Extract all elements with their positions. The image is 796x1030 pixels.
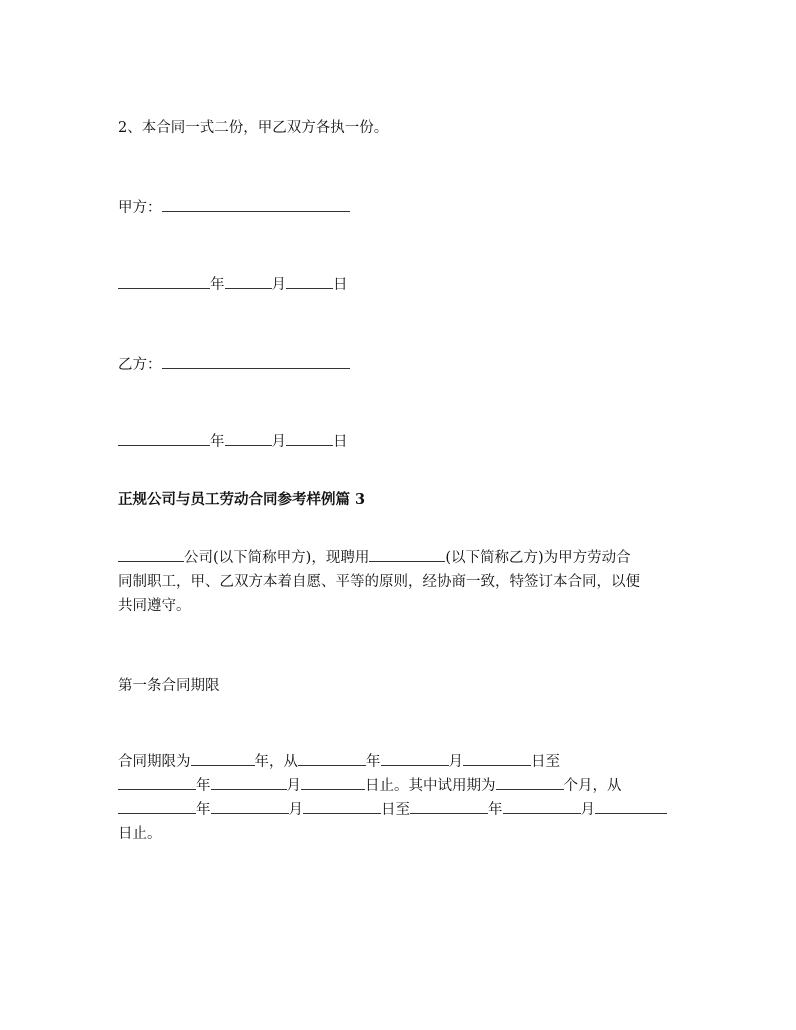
blank[interactable] bbox=[211, 798, 289, 814]
term-text: 年 bbox=[488, 802, 503, 818]
term-text: 月 bbox=[288, 802, 303, 818]
year-blank[interactable] bbox=[118, 273, 210, 289]
term-text: 月 bbox=[448, 754, 463, 770]
blank[interactable] bbox=[503, 798, 581, 814]
term-text: 月 bbox=[286, 778, 301, 794]
intro-company-text: 公司(以下简称甲方)，现聘用 bbox=[184, 550, 370, 566]
month-label: 月 bbox=[271, 277, 286, 293]
day-blank[interactable] bbox=[286, 273, 333, 289]
day-blank[interactable] bbox=[286, 430, 333, 446]
party-a-date-line bbox=[118, 273, 348, 297]
intro-hire-text: (以下简称乙方)为甲方劳动合 bbox=[445, 550, 631, 566]
month-blank[interactable] bbox=[225, 273, 272, 289]
blank[interactable] bbox=[118, 798, 196, 814]
term-line-3 bbox=[118, 798, 688, 822]
party-a-signature-line bbox=[118, 196, 350, 220]
party-b-label: 乙方： bbox=[118, 357, 162, 373]
term-paragraph bbox=[118, 750, 688, 846]
party-a-blank[interactable] bbox=[162, 196, 350, 212]
intro-line-2: 同制职工，甲、乙双方本着自愿、平等的原则，经协商一致，特签订本合同，以便 bbox=[118, 574, 640, 590]
blank[interactable] bbox=[595, 798, 667, 814]
term-text: 日至 bbox=[531, 754, 560, 770]
employee-blank[interactable] bbox=[369, 546, 445, 562]
blank[interactable] bbox=[298, 750, 366, 766]
day-label: 日 bbox=[333, 277, 348, 293]
section-heading: 正规公司与员工劳动合同参考样例篇 3 bbox=[118, 491, 366, 508]
year-label: 年 bbox=[210, 277, 225, 293]
blank[interactable] bbox=[410, 798, 488, 814]
month-blank[interactable] bbox=[225, 430, 272, 446]
blank[interactable] bbox=[303, 798, 381, 814]
month-label: 月 bbox=[271, 434, 286, 450]
term-text: 年 bbox=[366, 754, 381, 770]
blank[interactable] bbox=[301, 774, 365, 790]
clause-2: 2、本合同一式二份，甲乙双方各执一份。 bbox=[118, 120, 389, 136]
intro-line-3: 共同遵守。 bbox=[118, 598, 191, 614]
term-text: 年 bbox=[196, 802, 211, 818]
party-b-signature-line bbox=[118, 353, 350, 377]
blank[interactable] bbox=[463, 750, 531, 766]
year-blank[interactable] bbox=[118, 430, 210, 446]
term-line-2 bbox=[118, 774, 688, 798]
party-b-date-line bbox=[118, 430, 348, 454]
term-line-1 bbox=[118, 750, 688, 774]
article-1-title: 第一条合同期限 bbox=[118, 678, 220, 694]
blank[interactable] bbox=[381, 750, 449, 766]
party-a-label: 甲方： bbox=[118, 200, 162, 216]
blank[interactable] bbox=[211, 774, 287, 790]
intro-line-1 bbox=[118, 546, 688, 570]
blank[interactable] bbox=[496, 774, 564, 790]
intro-paragraph bbox=[118, 546, 688, 618]
term-text: 日至 bbox=[381, 802, 410, 818]
term-text: 个月，从 bbox=[563, 778, 622, 794]
term-text: 合同期限为 bbox=[118, 754, 191, 770]
term-text: 年，从 bbox=[254, 754, 298, 770]
term-line-4: 日止。 bbox=[118, 826, 162, 842]
blank[interactable] bbox=[191, 750, 255, 766]
term-text: 月 bbox=[580, 802, 595, 818]
day-label: 日 bbox=[333, 434, 348, 450]
term-text: 日止。其中试用期为 bbox=[365, 778, 496, 794]
year-label: 年 bbox=[210, 434, 225, 450]
party-b-blank[interactable] bbox=[162, 353, 350, 369]
term-text: 年 bbox=[196, 778, 211, 794]
company-blank[interactable] bbox=[118, 546, 184, 562]
blank[interactable] bbox=[118, 774, 196, 790]
